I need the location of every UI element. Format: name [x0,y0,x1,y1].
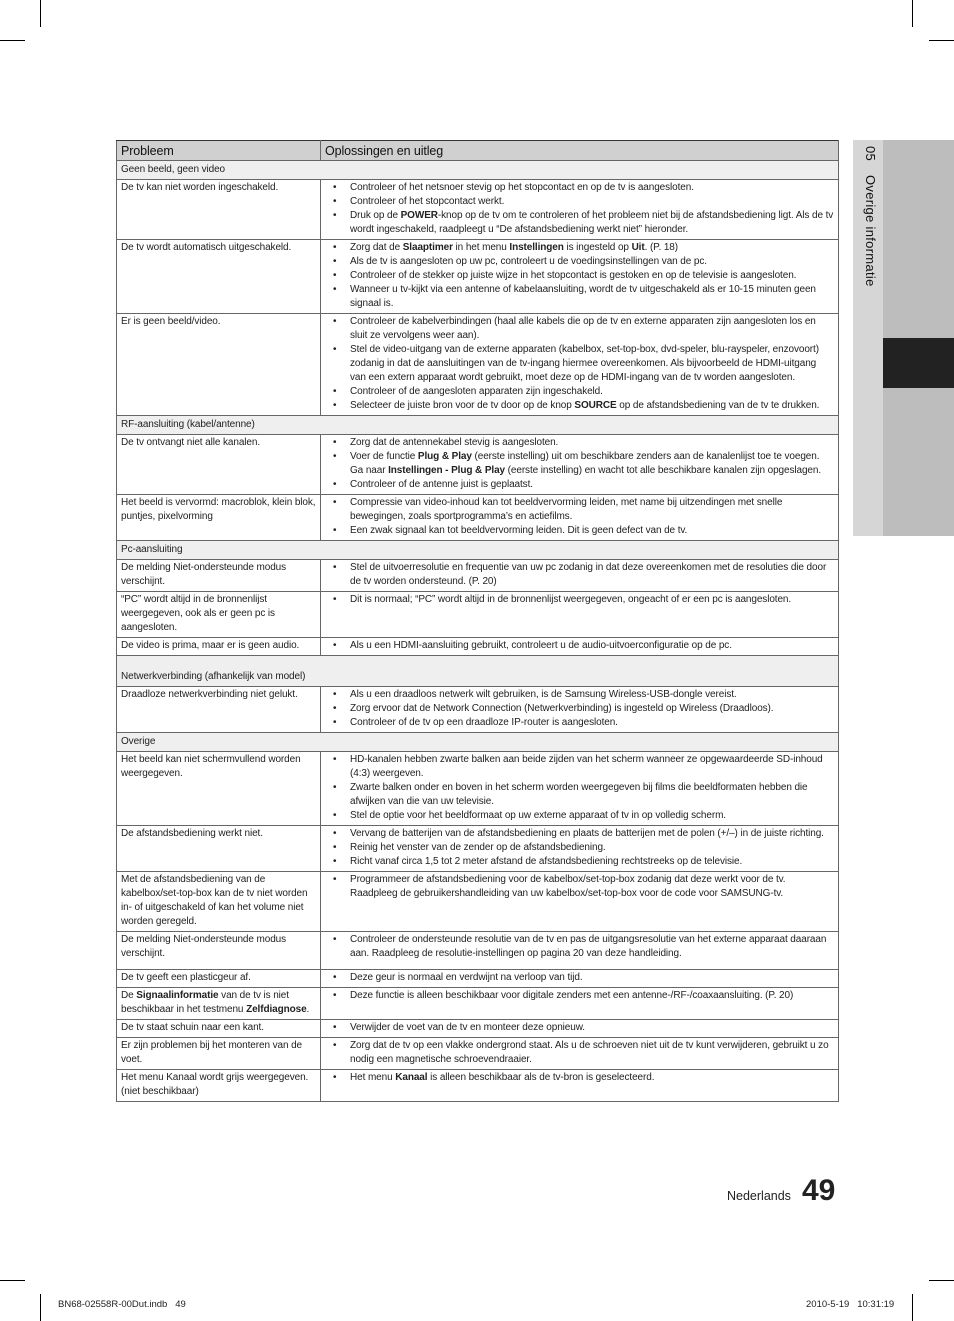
table-header [117,141,839,161]
problem-cell: Het beeld kan niet schermvullend worden weergegeven. [117,752,321,826]
problem-cell: De tv ontvangt niet alle kanalen. [117,435,321,495]
text-run: -knop op de tv om te controleren of het probleem niet bij de afstandsbediening ligt. Als de tv wordt ingeschakeld, raadpleegt u “De afstandsbediening werkt niet” hieronder. [350,210,834,235]
solution-cell [321,314,839,416]
solution-cell [321,495,839,541]
text-run: op de afstandsbediening van de tv te drukken. [616,400,820,411]
text-run: Druk op de [350,210,401,221]
solution-item: • Zwarte balken onder en boven in het scherm worden weergegeven bij films die beeldformaten hebben die afwijken van die van uw televisie. [325,781,834,809]
solution-cell [321,560,839,592]
table-row [117,314,839,416]
crop-mark [929,40,954,41]
section-row [117,733,839,752]
section-title: Overige [117,733,839,752]
problem-cell: Draadloze netwerkverbinding niet gelukt. [117,687,321,733]
solution-item: • Compressie van video-inhoud kan tot beeldvervorming leiden, met name bij uitzendingen met snelle bewegingen, zoals sportprogramma’s en actiefilms. [325,496,834,524]
text-run: is alleen beschikbaar als de tv-bron is geselecteerd. [427,1072,655,1083]
text-run: van de tv is niet beschikbaar in het testmenu [121,990,289,1015]
problem-cell: De melding Niet-ondersteunde modus verschijnt. [117,560,321,592]
solution-item: • Als u een draadloos netwerk wilt gebruiken, is de Samsung Wireless-USB-dongle vereist. [325,688,834,702]
solution-item: • Wanneer u tv-kijkt via een antenne of kabelaansluiting, wordt de tv uitgeschakeld als er 10-15 minuten geen signaal is. [325,283,834,311]
table-row [117,435,839,495]
solution-item: • Stel de uitvoerresolutie en frequentie van uw pc zodanig in dat deze overeenkomen met de resoluties die door de tv worden ondersteund. (P. 20) [325,561,834,589]
problem-cell: Het beeld is vervormd: macroblok, klein blok, puntjes, pixelvorming [117,495,321,541]
problem-cell: De tv staat schuin naar een kant. [117,1020,321,1038]
problem-cell: “PC” wordt altijd in de bronnenlijst weergegeven, ook als er geen pc is aangesloten. [117,592,321,638]
table-row [117,752,839,826]
problem-cell: Er is geen beeld/video. [117,314,321,416]
solution-item: • Deze functie is alleen beschikbaar voor digitale zenders met een antenne-/RF-/coaxaansluiting. (P. 20) [325,989,834,1003]
section-row [117,541,839,560]
keyword: Zelfdiagnose [246,1004,307,1015]
header-solution: Oplossingen en uitleg [321,141,839,161]
solution-item [325,1071,834,1085]
table-row [117,1070,839,1102]
chapter-tab-marker [883,338,954,388]
keyword: Slaaptimer [402,242,453,253]
text-run: . (P. 18) [644,242,678,253]
problem-cell: De tv wordt automatisch uitgeschakeld. [117,240,321,314]
table-row [117,495,839,541]
solution-item: • Controleer of de antenne juist is geplaatst. [325,478,834,492]
imprint-datetime: 2010-5-19 10:31:19 [806,1299,895,1310]
solution-item: • Stel de optie voor het beeldformaat op uw externe apparaat of tv in op volledig scherm. [325,809,834,823]
section-row [117,656,839,687]
solution-cell [321,752,839,826]
table-row [117,872,839,932]
table-row [117,240,839,314]
footer-language: Nederlands [727,1189,791,1203]
header-problem: Probleem [117,141,321,161]
solution-cell [321,1020,839,1038]
keyword: Instellingen [509,242,564,253]
solution-item: • Richt vanaf circa 1,5 tot 2 meter afstand de afstandsbediening rechtstreeks op de televisie. [325,855,834,869]
section-title: RF-aansluiting (kabel/antenne) [117,416,839,435]
table-row [117,560,839,592]
table-row [117,826,839,872]
solution-item: • Controleer of het stopcontact werkt. [325,195,834,209]
solution-item [325,399,834,413]
problem-cell: De afstandsbediening werkt niet. [117,826,321,872]
table-row [117,687,839,733]
solution-item: • Controleer de kabelverbindingen (haal alle kabels die op de tv en externe apparaten zijn aangesloten los en sluit ze vervolgens weer aan). [325,315,834,343]
text-run: Selecteer de juiste bron voor de tv door op de knop [350,400,575,411]
table-row [117,1020,839,1038]
solution-cell [321,872,839,932]
solution-cell [321,932,839,970]
troubleshooting-table [116,140,839,1102]
keyword: POWER [400,210,438,221]
problem-cell [117,988,321,1020]
keyword: Signaalinformatie [136,990,219,1001]
keyword: SOURCE [574,400,617,411]
problem-cell: Het menu Kanaal wordt grijs weergegeven. (niet beschikbaar) [117,1070,321,1102]
table-row [117,180,839,240]
problem-cell: Er zijn problemen bij het monteren van de voet. [117,1038,321,1070]
problem-cell: De melding Niet-ondersteunde modus verschijnt. [117,932,321,970]
keyword: Kanaal [395,1072,428,1083]
section-title: Geen beeld, geen video [117,161,839,180]
problem-cell: De tv geeft een plasticgeur af. [117,970,321,988]
solution-cell [321,240,839,314]
solution-cell [321,638,839,656]
section-row [117,416,839,435]
section-title: Netwerkverbinding (afhankelijk van model) [117,656,839,687]
section-row [117,161,839,180]
solution-cell [321,826,839,872]
solution-item: • HD-kanalen hebben zwarte balken aan beide zijden van het scherm wanneer ze opgewaardeerde SD-inhoud (4:3) weergeven. [325,753,834,781]
problem-cell: Met de afstandsbediening van de kabelbox/set-top-box kan de tv niet worden in- of uitgeschakeld of kan het volume niet worden geregeld. [117,872,321,932]
text-run: De [121,990,137,1001]
problem-cell: De video is prima, maar er is geen audio. [117,638,321,656]
table-row [117,592,839,638]
text-run: in het menu [452,242,510,253]
text-run: (eerste instelling) uit om beschikbare zenders aan de kanalenlijst toe te voegen. Ga naar [350,451,820,476]
text-run: is ingesteld op [563,242,632,253]
crop-mark [40,0,41,27]
solution-cell [321,970,839,988]
crop-mark [40,1294,41,1321]
crop-mark [912,0,913,27]
solution-item: • Controleer of de aangesloten apparaten zijn ingeschakeld. [325,385,834,399]
text-run: Het menu [350,1072,396,1083]
solution-cell [321,687,839,733]
table-row [117,932,839,970]
solution-item [325,209,834,237]
chapter-number: 05 [863,146,878,162]
solution-item: • Controleer of de tv op een draadloze IP-router is aangesloten. [325,716,834,730]
text-run: Voer de functie [350,451,418,462]
text-run: (eerste instelling) en wacht tot alle beschikbare kanalen zijn opgeslagen. [505,465,822,476]
solution-item: • Zorg dat de antennekabel stevig is aangesloten. [325,436,834,450]
crop-mark [929,1280,954,1281]
keyword: Uit [631,242,645,253]
solution-cell [321,592,839,638]
solution-item: • Dit is normaal; “PC” wordt altijd in de bronnenlijst weergegeven, ongeacht of er een pc is aangesloten. [325,593,834,607]
table-row [117,988,839,1020]
solution-item: • Programmeer de afstandsbediening voor de kabelbox/set-top-box zodanig dat deze werkt voor de tv. Raadpleeg de gebruikershandleiding van uw kabelbox/set-top-box voor de code voor SAMSUNG-tv. [325,873,834,901]
table-row [117,970,839,988]
solution-item [325,450,834,478]
keyword: Instellingen - Plug & Play [388,465,505,476]
solution-cell [321,435,839,495]
solution-item [325,241,834,255]
solution-item: • Zorg dat de tv op een vlakke ondergrond staat. Als u de schroeven niet uit de tv kunt verwijderen, gebruikt u zo nodig een magnetische schroevendraaier. [325,1039,834,1067]
solution-cell [321,1070,839,1102]
solution-item: • Een zwak signaal kan tot beeldvervorming leiden. Dit is geen defect van de tv. [325,524,834,538]
solution-item: • Reinig het venster van de zender op de afstandsbediening. [325,841,834,855]
solution-item: • Als u een HDMI-aansluiting gebruikt, controleert u de audio-uitvoerconfiguratie op de pc. [325,639,834,653]
solution-item: • Vervang de batterijen van de afstandsbediening en plaats de batterijen met de polen (+/–) in de juiste richting. [325,827,834,841]
solution-item: • Controleer of het netsnoer stevig op het stopcontact en op de tv is aangesloten. [325,181,834,195]
chapter-label [863,146,878,287]
text-run: . [306,1004,310,1015]
problem-cell: De tv kan niet worden ingeschakeld. [117,180,321,240]
solution-item: • Als de tv is aangesloten op uw pc, controleert u de voedingsinstellingen van de pc. [325,255,834,269]
crop-mark [912,1294,913,1321]
chapter-title: Overige informatie [863,174,878,287]
solution-cell [321,988,839,1020]
solution-item: • Zorg ervoor dat de Network Connection (Netwerkverbinding) is ingesteld op Wireless (Draadloos). [325,702,834,716]
solution-item: • Verwijder de voet van de tv en monteer deze opnieuw. [325,1021,834,1035]
solution-item: • Deze geur is normaal en verdwijnt na verloop van tijd. [325,971,834,985]
keyword: Plug & Play [417,451,472,462]
page-number: 49 [802,1174,836,1207]
table-row [117,1038,839,1070]
section-title: Pc-aansluiting [117,541,839,560]
imprint-file: BN68-02558R-00Dut.indb 49 [58,1299,186,1310]
solution-item: • Controleer de ondersteunde resolutie van de tv en pas de uitgangsresolutie van het externe apparaat daaraan aan. Raadpleeg de resolutie-instellingen op pagina 20 van deze handleiding. [325,933,834,961]
text-run: Zorg dat de [350,242,403,253]
crop-mark [0,40,25,41]
solution-item: • Controleer of de stekker op juiste wijze in het stopcontact is gestoken en op de televisie is aangesloten. [325,269,834,283]
crop-mark [0,1280,25,1281]
table-row [117,638,839,656]
solution-cell [321,180,839,240]
solution-item: • Stel de video-uitgang van de externe apparaten (kabelbox, set-top-box, dvd-speler, blu-rayspeler, enzovoort) zodanig in dat de aansluitingen van de tv-ingang hiermee overeenkomen. Als bijvoorbeeld de HDMI-uitgang van een extern apparaat wordt gebruikt, moet deze op de HDMI-ingang van de tv worden aangesloten. [325,343,834,385]
solution-cell [321,1038,839,1070]
